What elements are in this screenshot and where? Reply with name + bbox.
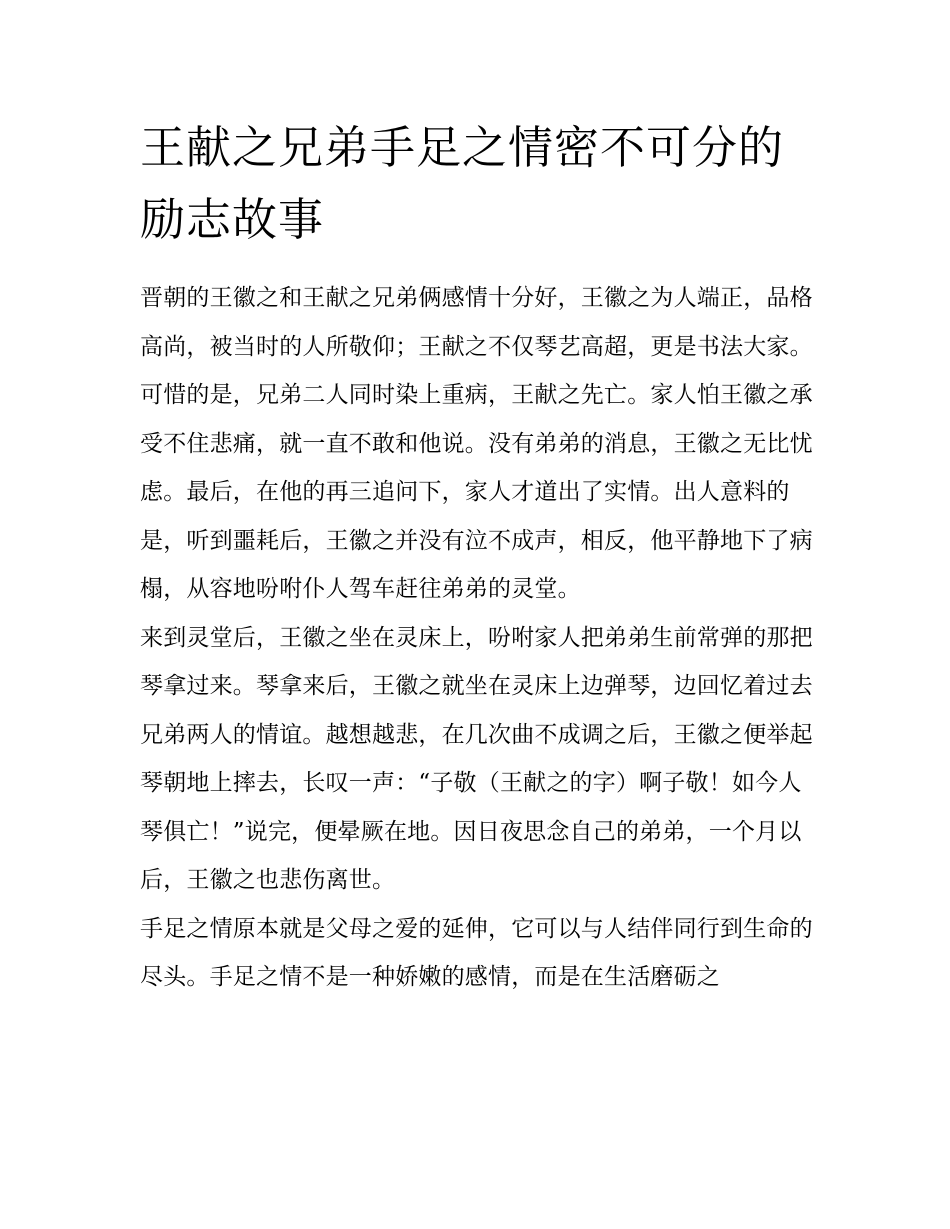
document-title: 王献之兄弟手足之情密不可分的励志故事 bbox=[140, 121, 785, 246]
paragraph-3: 手足之情原本就是父母之爱的延伸，它可以与人结伴同行到生命的尽头。手足之情不是一种娇嫩的感情，而是在生活磨砺之 bbox=[140, 915, 813, 990]
document-page bbox=[140, 112, 815, 1002]
paragraph-1: 晋朝的王徽之和王献之兄弟俩感情十分好，王徽之为人端正，品格高尚，被当时的人所敬仰；王献之不仅琴艺高超，更是书法大家。可惜的是，兄弟二人同时染上重病，王献之先亡。家人怕王徽之承受不住悲痛，就一直不敢和他说。没有弟弟的消息，王徽之无比忧虑。最后，在他的再三追问下，家人才道出了实情。出人意料的是，听到噩耗后，王徽之并没有泣不成声，相反，他平静地下了病榻，从容地吩咐仆人驾车赶往弟弟的灵堂。 bbox=[140, 285, 813, 602]
document-body bbox=[140, 274, 815, 1002]
paragraph-2: 来到灵堂后，王徽之坐在灵床上，吩咐家人把弟弟生前常弹的那把琴拿过来。琴拿来后，王徽之就坐在灵床上边弹琴，边回忆着过去兄弟两人的情谊。越想越悲，在几次曲不成调之后，王徽之便举起琴朝地上摔去，长叹一声：“子敬（王献之的字）啊子敬！如今人琴俱亡！”说完，便晕厥在地。因日夜思念自己的弟弟，一个月以后，王徽之也悲伤离世。 bbox=[140, 624, 813, 893]
